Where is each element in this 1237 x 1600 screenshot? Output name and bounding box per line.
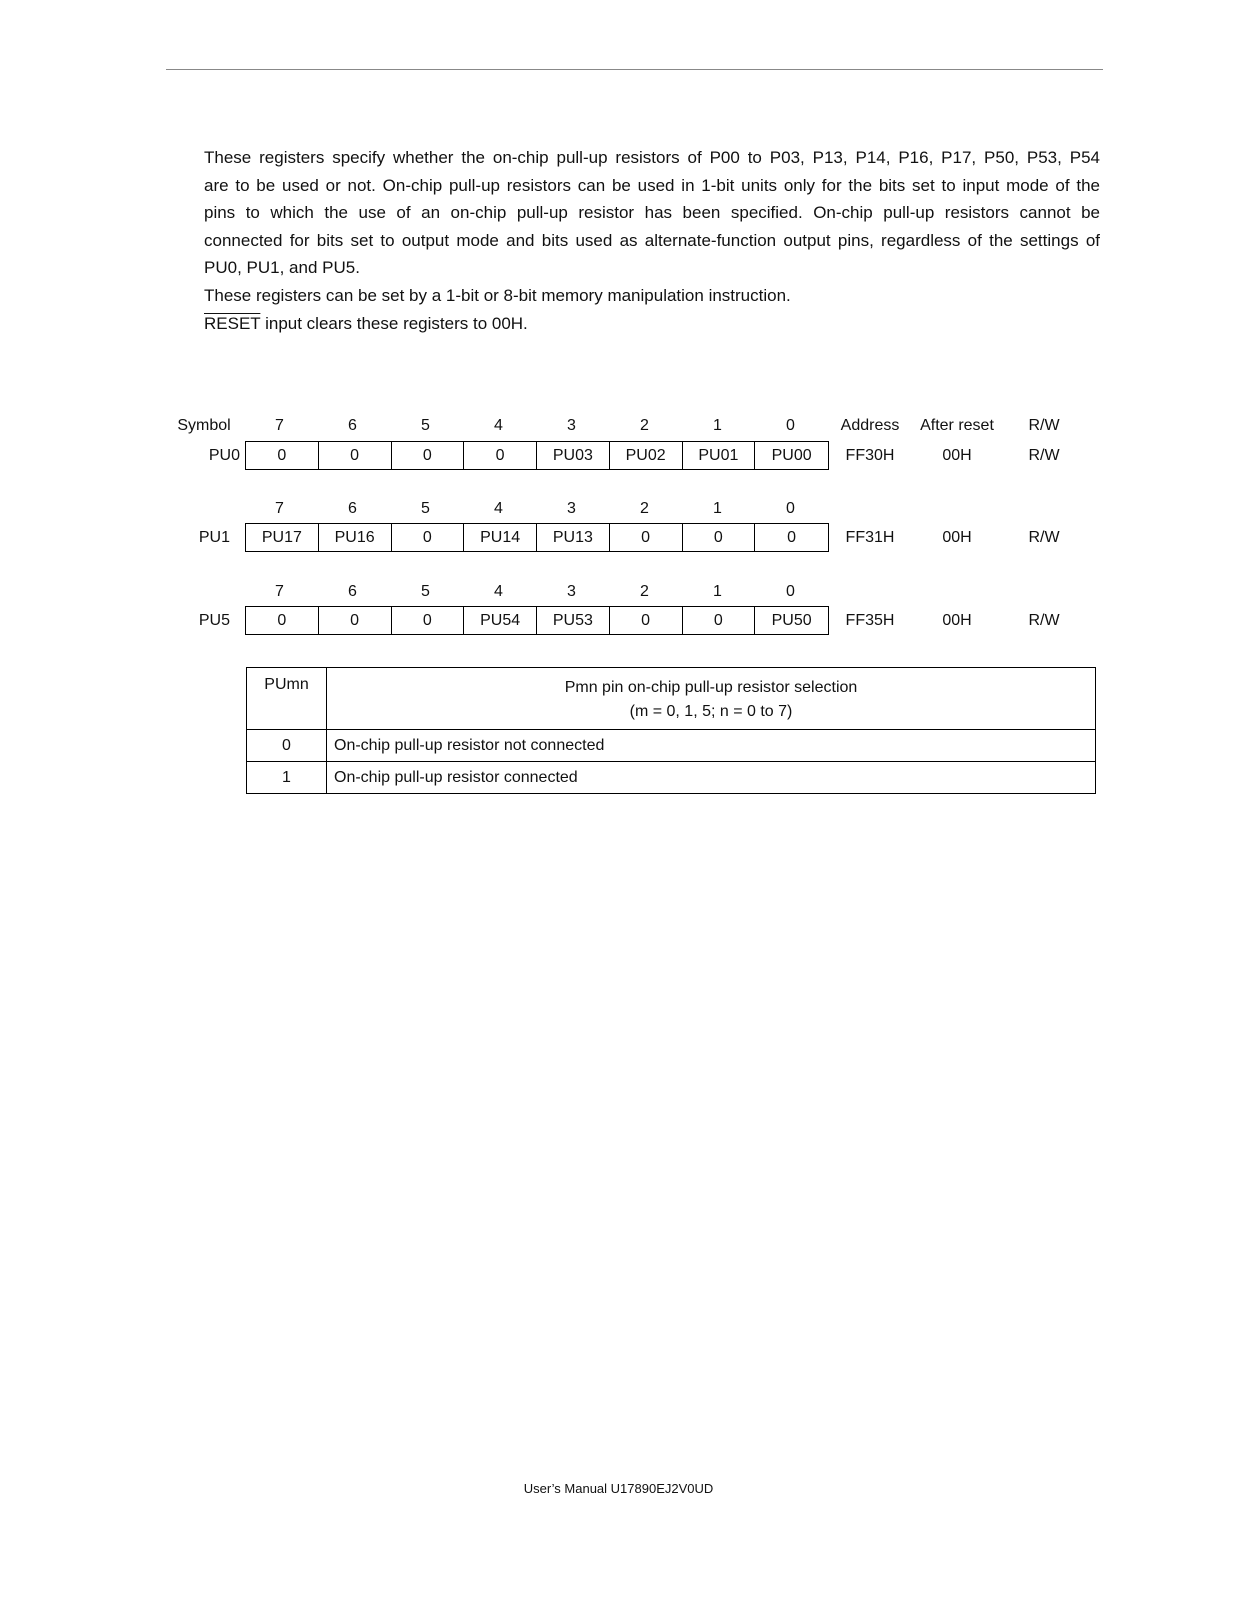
register-reset-value: 00H — [942, 529, 972, 546]
pumn-legend-table — [246, 667, 1096, 794]
bit-number: 5 — [421, 583, 430, 600]
legend-description: On-chip pull-up resistor connected — [327, 762, 1096, 794]
bit-number: 4 — [494, 417, 503, 434]
legend-value: 0 — [247, 730, 327, 762]
bit-number: 7 — [275, 583, 284, 600]
address-header: Address — [840, 417, 900, 434]
bit-cell: 0 — [319, 442, 392, 469]
register-bit-cells — [245, 606, 829, 635]
legend-col2-header — [327, 668, 1096, 730]
rw-header: R/W — [1028, 417, 1060, 434]
bit-number: 4 — [494, 500, 503, 517]
bit-number: 6 — [348, 500, 357, 517]
bit-cell: 0 — [787, 528, 797, 546]
bit-cell: 0 — [610, 607, 683, 634]
legend-row — [247, 730, 1096, 762]
register-address: FF30H — [845, 447, 895, 464]
legend-description: On-chip pull-up resistor not connected — [327, 730, 1096, 762]
bit-cell: 0 — [464, 442, 537, 469]
register-symbol: PU0 — [208, 447, 240, 464]
bit-number: 3 — [567, 583, 576, 600]
reset-note — [204, 310, 1100, 338]
bit-number: 2 — [640, 583, 649, 600]
register-address: FF35H — [845, 612, 895, 629]
header-rule — [166, 69, 1103, 70]
bit-cell: 0 — [610, 524, 683, 551]
bit-cell: PU13 — [537, 524, 610, 551]
register-bit-cells — [245, 523, 829, 552]
after-reset-header: After reset — [920, 417, 994, 434]
bit-cell: PU03 — [537, 442, 610, 469]
bit-cell: 0 — [683, 524, 756, 551]
bit-number: 0 — [786, 583, 795, 600]
legend-col2-header-line2: (m = 0, 1, 5; n = 0 to 7) — [629, 703, 793, 720]
reset-signal: RESET — [204, 313, 261, 333]
register-rw: R/W — [1028, 529, 1060, 546]
bit-number: 7 — [275, 500, 284, 517]
paragraph-line: PU0, PU1, and PU5. — [204, 258, 360, 278]
bit-cell: 0 — [392, 442, 465, 469]
bit-cell: PU02 — [610, 442, 683, 469]
bit-cell: 0 — [683, 607, 756, 634]
bit-number: 2 — [640, 500, 649, 517]
legend-header-row — [247, 668, 1096, 730]
bit-cell: 0 — [246, 607, 319, 634]
paragraph-line: connected for bits set to output mode and bits used as alternate-function output pins, regardless of the settings of — [204, 230, 1100, 250]
bit-cell: PU54 — [464, 607, 537, 634]
bit-number: 3 — [567, 500, 576, 517]
symbol-header: Symbol — [177, 417, 231, 434]
bit-cell: PU01 — [683, 442, 756, 469]
legend-row — [247, 762, 1096, 794]
bit-number: 1 — [713, 417, 722, 434]
bit-number: 1 — [713, 583, 722, 600]
bit-number: 5 — [421, 500, 430, 517]
register-reset-value: 00H — [942, 612, 972, 629]
bit-cell: 0 — [392, 607, 465, 634]
register-bit-cells — [245, 441, 829, 470]
bit-number: 5 — [421, 417, 430, 434]
register-symbol: PU1 — [198, 529, 230, 546]
bit-number: 4 — [494, 583, 503, 600]
bit-cell: 0 — [319, 607, 392, 634]
register-rw: R/W — [1028, 447, 1060, 464]
paragraph-line: pins to which the use of an on-chip pull-up resistor has been specified. On-chip pull-up resistors cannot be — [204, 203, 1100, 223]
bit-number: 3 — [567, 417, 576, 434]
bit-cell: PU53 — [537, 607, 610, 634]
paragraph-line: are to be used or not. On-chip pull-up resistors can be used in 1-bit units only for the bits set to input mode of the — [204, 175, 1100, 195]
description-paragraph — [204, 144, 1100, 337]
bit-cell: PU17 — [246, 524, 319, 551]
bit-number: 2 — [640, 417, 649, 434]
bit-cell: 0 — [246, 442, 319, 469]
bit-number: 1 — [713, 500, 722, 517]
bit-number: 0 — [786, 417, 795, 434]
register-reset-value: 00H — [942, 447, 972, 464]
bit-cell: PU16 — [319, 524, 392, 551]
register-symbol: PU5 — [198, 612, 230, 629]
bit-cell: PU14 — [464, 524, 537, 551]
manipulation-note: These registers can be set by a 1-bit or 8-bit memory manipulation instruction. — [204, 285, 791, 305]
bit-number: 6 — [348, 583, 357, 600]
bit-number: 0 — [786, 500, 795, 517]
legend-col1-header: PUmn — [247, 668, 327, 730]
bit-number: 7 — [275, 417, 284, 434]
reset-text: input clears these registers to 00H. — [260, 313, 528, 333]
bit-cell: 0 — [392, 524, 465, 551]
register-rw: R/W — [1028, 612, 1060, 629]
bit-number: 6 — [348, 417, 357, 434]
legend-value: 1 — [247, 762, 327, 794]
bit-cell: PU50 — [771, 611, 812, 629]
paragraph-line: These registers specify whether the on-chip pull-up resistors of P00 to P03, P13, P14, P16, P17, P50, P53, P54 — [204, 148, 1100, 167]
legend-col2-header-line1: Pmn pin on-chip pull-up resistor selection — [564, 679, 858, 696]
bit-cell: PU00 — [771, 446, 812, 464]
page-footer: User’s Manual U17890EJ2V0UD — [523, 1481, 714, 1496]
register-address: FF31H — [845, 529, 895, 546]
